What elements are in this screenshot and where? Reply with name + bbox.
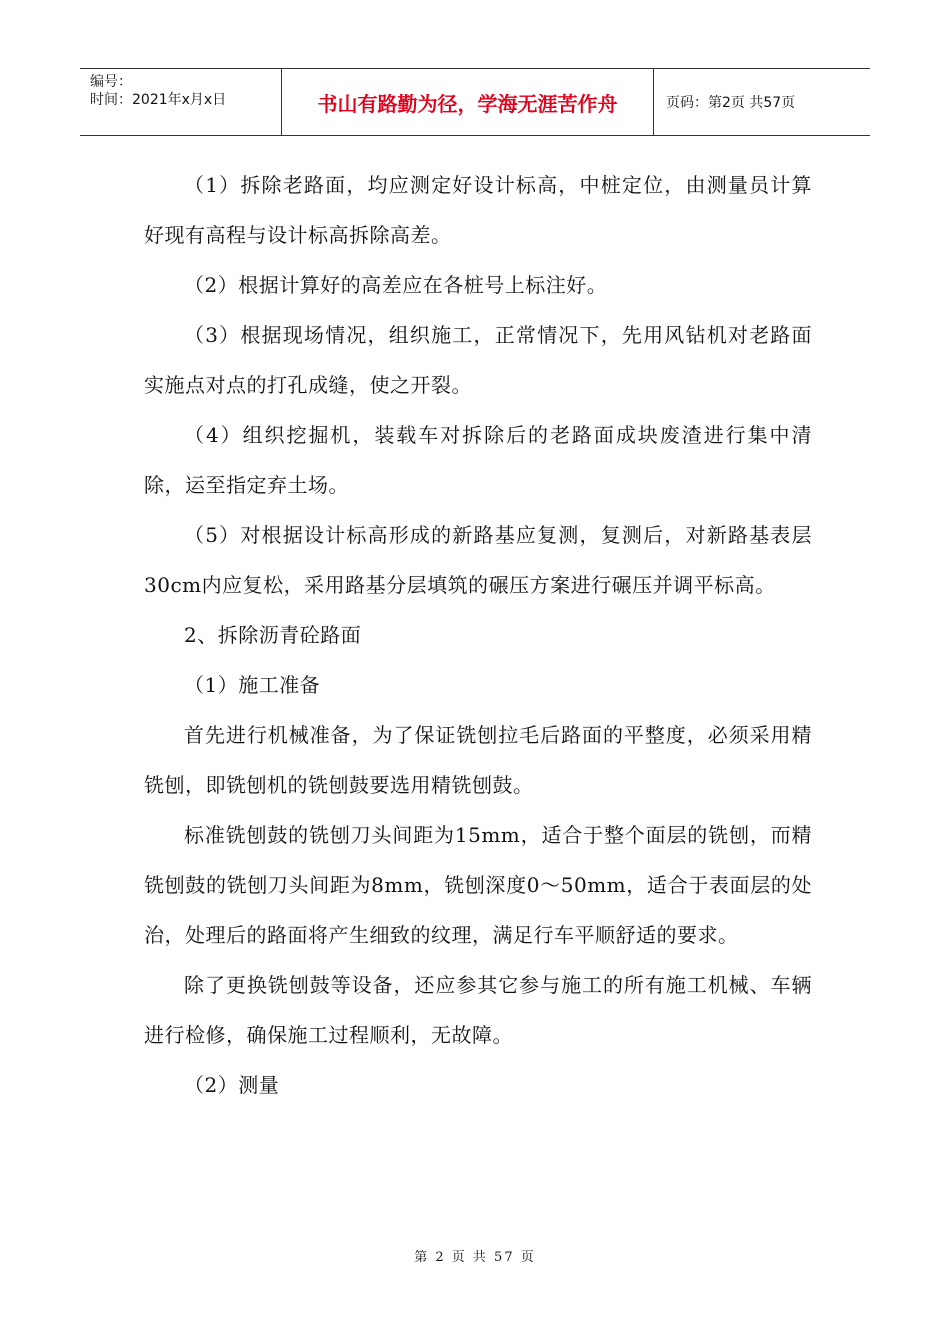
section-heading: 2、拆除沥青砼路面 xyxy=(184,623,362,647)
document-body xyxy=(144,160,812,1110)
paragraph: （2）根据计算好的高差应在各桩号上标注好。 xyxy=(184,273,608,297)
date-label: 时间：2021年x月x日 xyxy=(90,92,227,108)
page-footer: 第 2 页 共 57 页 xyxy=(414,1250,536,1265)
header-meta-cell xyxy=(80,69,282,135)
subsection-heading: （2）测量 xyxy=(184,1073,280,1097)
paragraph: 首先进行机械准备，为了保证铣刨拉毛后路面的平整度，必须采用精铣刨，即铣刨机的铣刨鼓要选用精铣刨鼓。 xyxy=(144,723,812,797)
paragraph: 除了更换铣刨鼓等设备，还应参其它参与施工的所有施工机械、车辆进行检修，确保施工过程顺利，无故障。 xyxy=(144,973,812,1047)
page-header xyxy=(80,68,870,136)
subsection-heading: （1）施工准备 xyxy=(184,673,321,697)
serial-number-label: 编号： xyxy=(90,74,132,90)
paragraph: （5）对根据设计标高形成的新路基应复测，复测后，对新路基表层30cm内应复松，采用路基分层填筑的碾压方案进行碾压并调平标高。 xyxy=(144,523,812,597)
paragraph: （1）拆除老路面，均应测定好设计标高，中桩定位，由测量员计算好现有高程与设计标高拆除高差。 xyxy=(144,173,812,247)
paragraph: （3）根据现场情况，组织施工，正常情况下，先用风钻机对老路面实施点对点的打孔成缝，使之开裂。 xyxy=(144,323,812,397)
header-page-info: 页码：第2页 共57页 xyxy=(666,95,796,111)
header-motto: 书山有路勤为径，学海无涯苦作舟 xyxy=(282,69,654,135)
paragraph: （4）组织挖掘机，装载车对拆除后的老路面成块废渣进行集中清除，运至指定弃土场。 xyxy=(144,423,812,497)
paragraph: 标准铣刨鼓的铣刨刀头间距为15mm，适合于整个面层的铣刨，而精铣刨鼓的铣刨刀头间距为8mm，铣刨深度0～50mm，适合于表面层的处治，处理后的路面将产生细致的纹理，满足行车平顺舒适的要求。 xyxy=(144,823,812,947)
